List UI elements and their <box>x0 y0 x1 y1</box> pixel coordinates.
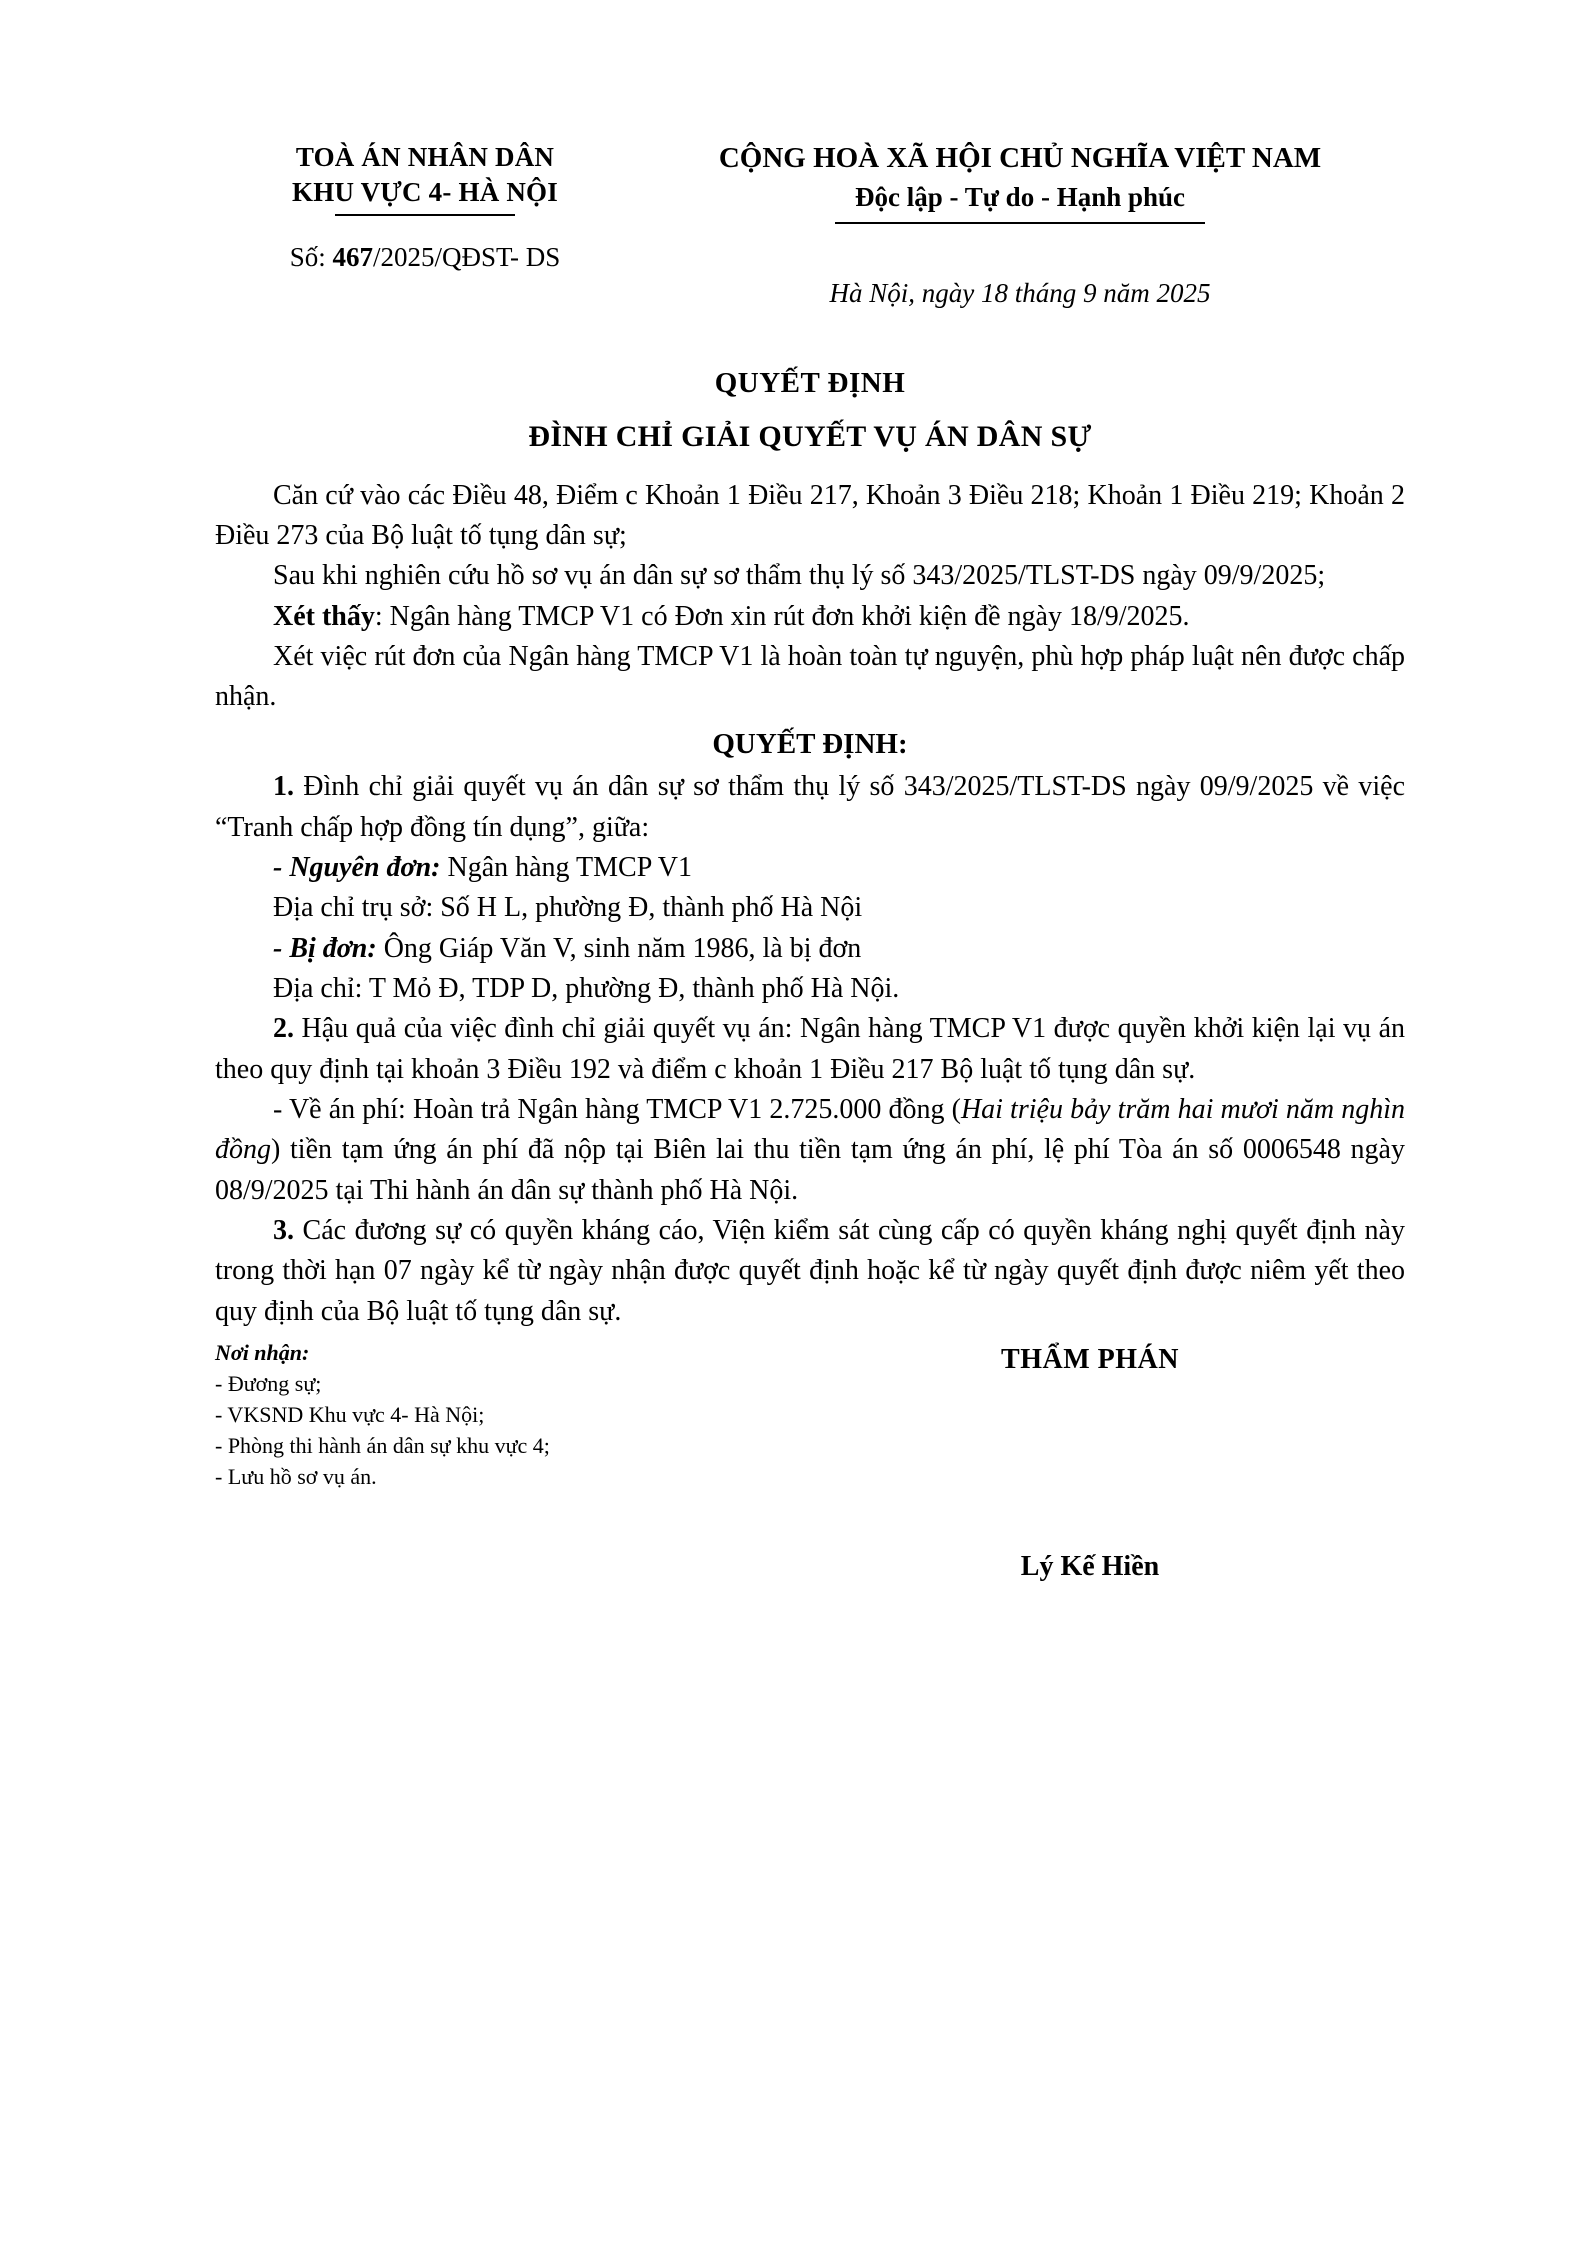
recipients-block <box>215 1338 775 1583</box>
court-fee-amount-words: Hai triệu bảy trăm hai mươi năm nghìn đồng <box>215 1093 1406 1166</box>
page-title: QUYẾT ĐỊNH <box>714 366 906 399</box>
plaintiff-line <box>215 848 1405 888</box>
authority-divider <box>335 214 515 216</box>
place-and-date: Hà Nội, ngày 18 tháng 9 năm 2025 <box>829 277 1211 308</box>
recipients-title: Nơi nhận: <box>215 1339 310 1365</box>
decision-item-2 <box>215 1009 1405 1090</box>
paragraph-findings <box>215 597 1405 637</box>
decision-item-3-text: Các đương sự có quyền kháng cáo, Viện kiểm sát cùng cấp có quyền kháng nghị quyết định này trong thời hạn 07 ngày kể từ ngày nhận được quyết định hoặc kể từ ngày quyết định được niêm yết theo quy định của Bộ luật tố tụng dân sự. <box>215 1214 1405 1327</box>
list-item: - Phòng thi hành án dân sự khu vực 4; <box>215 1432 550 1458</box>
plaintiff-label: - Nguyên đơn: <box>273 852 441 884</box>
decision-item-2-text: Hậu quả của việc đình chỉ giải quyết vụ án: Ngân hàng TMCP V1 được quyền khởi kiện lại vụ án theo quy định tại khoản 3 Điều 192 và điểm c khoản 1 Điều 217 Bộ luật tố tụng dân sự. <box>215 1013 1405 1085</box>
national-heading-block <box>635 140 1405 224</box>
signer-role: THẨM PHÁN <box>1001 1343 1179 1375</box>
decision-item-1-number: 1. <box>273 771 294 803</box>
findings-label: Xét thấy <box>273 600 375 632</box>
decision-item-2-number: 2. <box>273 1013 294 1045</box>
list-item: - Lưu hồ sơ vụ án. <box>215 1464 377 1490</box>
defendant-value: Ông Giáp Văn V, sinh năm 1986, là bị đơn <box>376 932 862 964</box>
document-content <box>215 140 1405 1583</box>
paragraph-legal-basis: Căn cứ vào các Điều 48, Điểm c Khoản 1 Điều 217, Khoản 3 Điều 218; Khoản 1 Điều 219; Khoản 2 Điều 273 của Bộ luật tố tụng dân sự; <box>215 479 1405 552</box>
paragraph-case-file: Sau khi nghiên cứu hồ sơ vụ án dân sự sơ thẩm thụ lý số 343/2025/TLST-DS ngày 09/9/2025; <box>273 560 1326 592</box>
decision-heading: QUYẾT ĐỊNH: <box>712 727 908 760</box>
list-item: - Đương sự; <box>215 1370 322 1396</box>
findings-text: : Ngân hàng TMCP V1 có Đơn xin rút đơn khởi kiện đề ngày 18/9/2025. <box>374 600 1190 632</box>
plaintiff-address: Địa chỉ trụ sở: Số H L, phường Đ, thành phố Hà Nội <box>273 892 863 924</box>
signer-name: Lý Kế Hiền <box>1020 1550 1160 1582</box>
decision-item-1-text: Đình chỉ giải quyết vụ án dân sự sơ thẩm thụ lý số 343/2025/TLST-DS ngày 09/9/2025 về việc “Tranh chấp hợp đồng tín dụng”, giữa: <box>215 771 1405 843</box>
signature-block <box>775 1338 1405 1583</box>
national-title: CỘNG HOÀ XÃ HỘI CHỦ NGHĨA VIỆT NAM <box>718 142 1322 174</box>
decision-item-3 <box>215 1211 1405 1332</box>
motto-divider <box>835 222 1205 224</box>
issuing-authority-block <box>215 140 635 216</box>
issuing-authority-line2: KHU VỰC 4- HÀ NỘI <box>292 177 558 208</box>
document-number <box>215 242 635 309</box>
paragraph-withdrawal-review: Xét việc rút đơn của Ngân hàng TMCP V1 là hoàn toàn tự nguyện, phù hợp pháp luật nên được chấp nhận. <box>215 641 1405 713</box>
document-header <box>215 140 1405 224</box>
decision-item-1 <box>215 767 1405 848</box>
court-fee-text-part2: ) tiền tạm ứng án phí đã nộp tại Biên lai thu tiền tạm ứng án phí, lệ phí Tòa án số 0006548 ngày 08/9/2025 tại Thi hành án dân sự thành phố Hà Nội. <box>215 1134 1405 1206</box>
decision-item-3-number: 3. <box>273 1214 294 1246</box>
document-number-value: 467 <box>332 241 373 272</box>
issuing-authority-line1: TOÀ ÁN NHÂN DÂN <box>295 142 555 172</box>
national-motto: Độc lập - Tự do - Hạnh phúc <box>854 181 1186 212</box>
document-subheader <box>215 242 1405 309</box>
page-subtitle: ĐÌNH CHỈ GIẢI QUYẾT VỤ ÁN DÂN SỰ <box>528 419 1092 453</box>
court-fee-text-part1: - Về án phí: Hoàn trả Ngân hàng TMCP V1 2.725.000 đồng ( <box>273 1093 961 1125</box>
defendant-address: Địa chỉ: T Mỏ Đ, TDP D, phường Đ, thành phố Hà Nội. <box>273 973 900 1005</box>
document-number-suffix: /2025/QĐST- DS <box>372 241 561 272</box>
document-body <box>215 476 1405 1332</box>
defendant-line <box>215 929 1405 969</box>
court-fee-paragraph <box>215 1090 1405 1211</box>
list-item: - VKSND Khu vực 4- Hà Nội; <box>215 1401 485 1427</box>
defendant-label: - Bị đơn: <box>273 932 377 964</box>
plaintiff-value: Ngân hàng TMCP V1 <box>440 852 692 884</box>
document-number-label: Số: <box>289 241 333 272</box>
document-footer <box>215 1338 1405 1583</box>
